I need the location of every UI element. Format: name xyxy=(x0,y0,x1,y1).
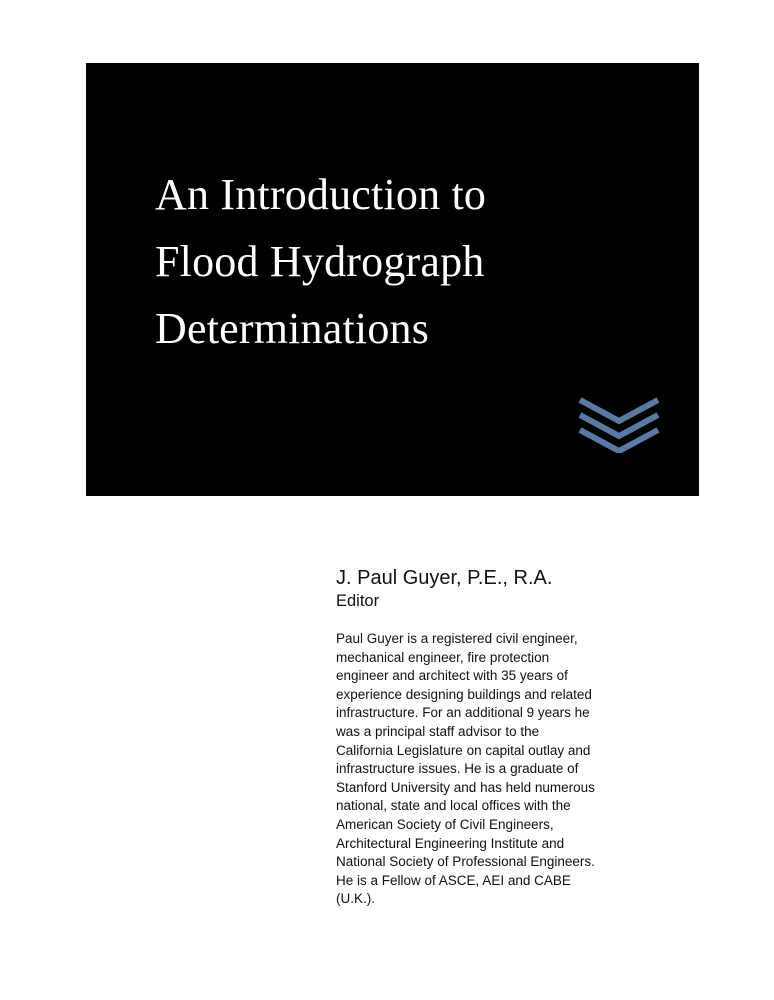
bio-line: Paul Guyer is a registered civil engineer, xyxy=(336,631,578,646)
triple-chevron-down-icon xyxy=(577,397,661,453)
bio-line: mechanical engineer, fire protection xyxy=(336,649,550,665)
bio-line: He is a Fellow of ASCE, AEI and CABE xyxy=(336,872,571,888)
bio-line: Stanford University and has held numerous xyxy=(336,779,595,795)
cover-panel xyxy=(86,63,699,496)
bio-line: infrastructure. For an additional 9 years he xyxy=(336,705,590,721)
bio-line: National Society of Professional Engineers. xyxy=(336,854,595,870)
title-line: Determinations xyxy=(155,304,430,353)
book-title xyxy=(155,161,486,362)
author-name: J. Paul Guyer, P.E., R.A. xyxy=(336,567,553,589)
author-bio xyxy=(336,630,656,909)
bio-line: (U.K.). xyxy=(336,891,375,907)
bio-line: experience designing buildings and related xyxy=(336,686,592,702)
bio-line: American Society of Civil Engineers, xyxy=(336,816,554,832)
author-block xyxy=(336,566,756,612)
bio-line: Architectural Engineering Institute and xyxy=(336,835,565,851)
title-line: An Introduction to xyxy=(155,170,487,219)
bio-line: was a principal staff advisor to the xyxy=(336,723,540,739)
bio-line: engineer and architect with 35 years of xyxy=(336,668,568,684)
bio-line: California Legislature on capital outlay and xyxy=(336,742,591,758)
bio-line: national, state and local offices with the xyxy=(336,798,571,814)
bio-line: infrastructure issues. He is a graduate of xyxy=(336,761,579,777)
title-line: Flood Hydrograph xyxy=(155,237,485,286)
author-role: Editor xyxy=(336,592,380,610)
